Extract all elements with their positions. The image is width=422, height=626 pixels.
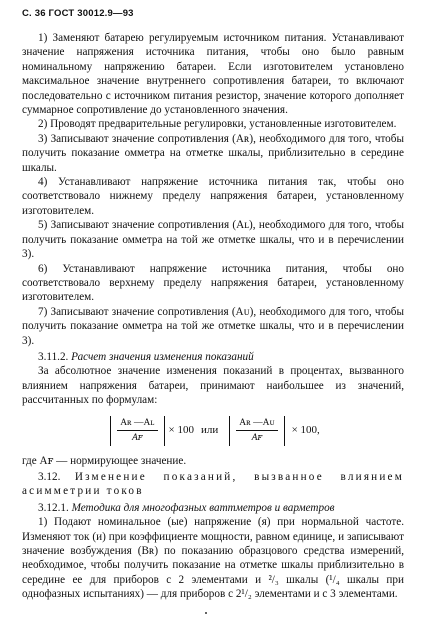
formula-note: где Aꜰ — нормирующее значение.: [22, 454, 187, 467]
paragraph-step-4: 4) Устанавливают напряжение источника питания так, чтобы оно соответствовало нижнему пределу напряжения батареи, установленному изготовителем.: [22, 176, 404, 217]
paragraph-step-5: 5) Записывают значение сопротивления (Aʟ), необходимого для того, чтобы получить показание омметра на той же отметке шкалы, что и в перечислении 3).: [22, 219, 404, 261]
formula-right-numerator: Aʀ —Aᴜ: [236, 417, 277, 431]
section-number: 3.12.: [38, 470, 61, 483]
formula-right-multiplier: × 100,: [291, 424, 320, 437]
paragraph-step-6: 6) Устанавливают напряжение источника питания, чтобы оно соответствовало верхнему пределу напряжения батареи, установленному изготовителем.: [22, 262, 404, 304]
formula-right-abs: [225, 416, 320, 446]
section-number: 3.12.1.: [38, 501, 69, 514]
section-title: Изменение показаний, вызванное влиянием асимметрии токов: [22, 470, 405, 498]
section-heading-3-11-2: [22, 350, 404, 364]
page-mark: [205, 612, 207, 614]
formula-left-multiplier: × 100: [168, 424, 194, 437]
formula: [22, 412, 404, 450]
page-header: С. 36 ГОСТ 30012.9—93: [22, 8, 134, 19]
section-heading-3-12-1: [22, 501, 404, 515]
section-title: Методика для многофазных ваттметров и варметров: [71, 501, 335, 514]
formula-or: или: [200, 424, 219, 437]
formula-left-fraction: [117, 417, 157, 444]
section-title: Расчет значения изменения показаний: [71, 350, 254, 363]
paragraph-step-7: 7) Записывают значение сопротивления (Aᴜ), необходимого для того, чтобы получить показание омметра на той же отметке шкалы, что и в перечислении 3).: [22, 305, 404, 347]
paragraph-step-2: 2) Проводят предварительные регулировки, установленные изготовителем.: [38, 118, 397, 131]
paragraph-procedure-1: 1) Подают номинальное (ые) напряжение (я) при нормальной частоте. Изменяют ток (и) при коэффициенте мощности, равном единице, и записывают значение возбуждения (Bʀ) по показанию образцового средства измерений, необходимое, чтобы получить показание на отметке шкалы приблизительно в середине ее для приборов с 2 элементами и ²/₃ шкалы (¹/₄ шкалы при однофазных испытаниях) — для приборов с 2¹/₂ элементами и с 3 элементами.: [22, 516, 404, 601]
formula-right-denominator: Aꜰ: [251, 433, 263, 444]
formula-left-abs: [106, 416, 194, 446]
document-body: [22, 31, 404, 602]
paragraph-calculation: За абсолютное значение изменения показаний в процентах, вызванного влиянием напряжения батареи, принимают наибольшее из значений, рассчитанных по формулам:: [22, 365, 404, 407]
formula-left-denominator: Aꜰ: [132, 433, 143, 444]
paragraph-step-3: 3) Записывают значение сопротивления (Aʀ), необходимого для того, чтобы получить показание омметра на отметке шкалы, приблизительно в середине шкалы.: [22, 132, 404, 174]
paragraph-step-1: 1) Заменяют батарею регулируемым источником питания. Устанавливают значение напряжения источника питания, чтобы оно было равным номинальному напряжению батареи. Если изготовителем установлено максимальное значение внутреннего сопротивления батареи, то включают последовательно с источником питания резистор, значение которого дополняет суммарное сопротивление до установленного значения.: [22, 32, 404, 117]
formula-right-fraction: [236, 417, 277, 444]
section-heading-3-12: [22, 470, 404, 499]
formula-left-numerator: Aʀ —Aʟ: [117, 417, 157, 431]
section-number: 3.11.2.: [38, 350, 69, 363]
